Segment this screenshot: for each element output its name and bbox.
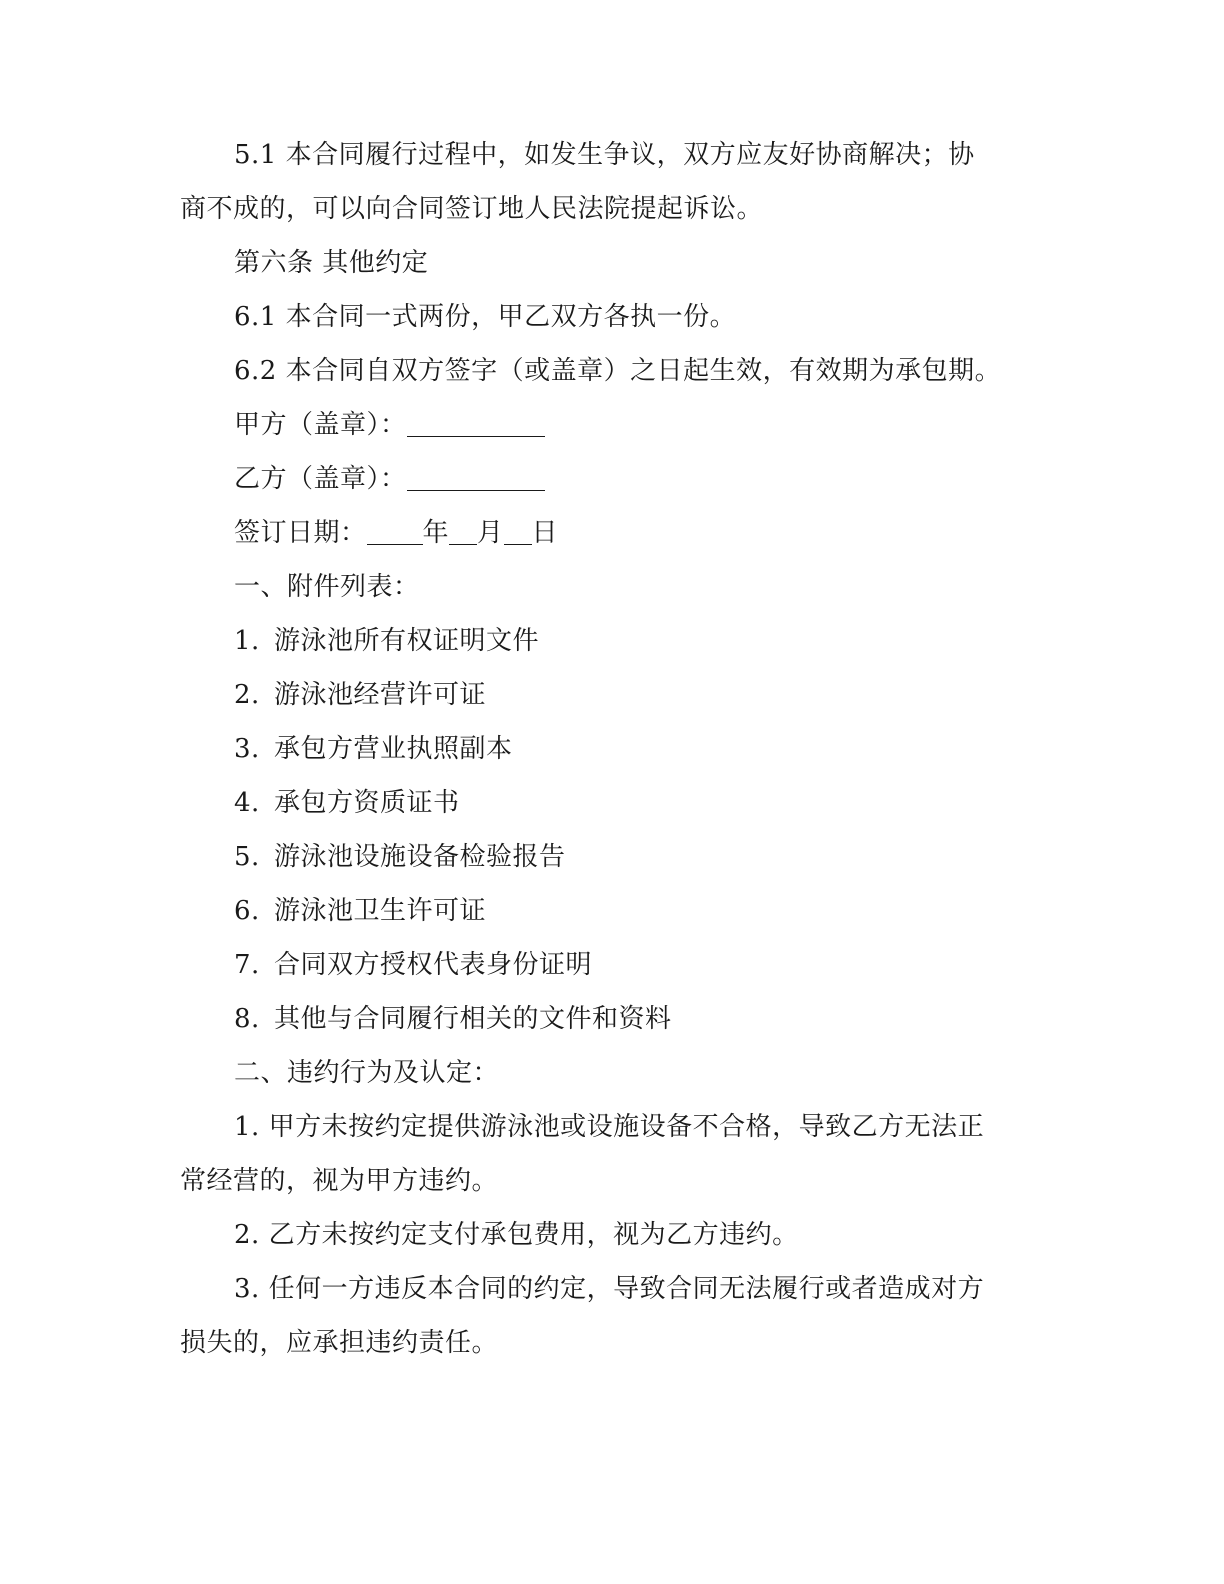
list-item-text: 合同双方授权代表身份证明 xyxy=(274,950,593,980)
list-item xyxy=(180,830,1040,884)
list-item-text: 承包方资质证书 xyxy=(274,788,460,818)
party-b-signature-line xyxy=(407,464,545,491)
clause-6-2: 6.2 本合同自双方签字（或盖章）之日起生效，有效期为承包期。 xyxy=(234,356,1002,386)
month-label: 月 xyxy=(477,518,504,548)
list-item xyxy=(180,884,1040,938)
date-label: 签订日期： xyxy=(234,518,367,548)
list-item-number: 4. xyxy=(234,788,260,818)
list-item-text: 游泳池经营许可证 xyxy=(274,680,487,710)
list-item-number: 3. xyxy=(234,734,260,764)
signing-date xyxy=(180,506,1040,560)
list-item-number: 6. xyxy=(234,896,260,926)
year-blank xyxy=(367,518,423,545)
list-item xyxy=(180,938,1040,992)
party-b-signature xyxy=(180,452,1040,506)
list-item xyxy=(180,992,1040,1046)
list-item-text: 承包方营业执照副本 xyxy=(274,734,513,764)
document-page xyxy=(180,128,1040,1370)
breach-item-1-line1: 1. 甲方未按约定提供游泳池或设施设备不合格，导致乙方无法正 xyxy=(234,1112,985,1142)
clause-5-1-line1: 5.1 本合同履行过程中，如发生争议，双方应友好协商解决；协 xyxy=(234,140,975,170)
list-item-text: 游泳池所有权证明文件 xyxy=(274,626,540,656)
list-item xyxy=(180,614,1040,668)
breach-item-3-line2: 损失的，应承担违约责任。 xyxy=(180,1328,499,1358)
party-a-signature-line xyxy=(407,410,545,437)
attachments-heading: 一、附件列表： xyxy=(234,572,420,602)
breach-item-2: 2. 乙方未按约定支付承包费用，视为乙方违约。 xyxy=(234,1220,799,1250)
list-item-number: 5. xyxy=(234,842,260,872)
article-6-heading: 第六条 其他约定 xyxy=(234,248,429,278)
month-blank xyxy=(449,518,477,545)
party-b-label: 乙方（盖章）： xyxy=(234,464,407,494)
day-blank xyxy=(504,518,532,545)
clause-6-1: 6.1 本合同一式两份，甲乙双方各执一份。 xyxy=(234,302,737,332)
list-item xyxy=(180,776,1040,830)
list-item-text: 游泳池设施设备检验报告 xyxy=(274,842,566,872)
clause-5-1-line2: 商不成的，可以向合同签订地人民法院提起诉讼。 xyxy=(180,194,764,224)
list-item-number: 1. xyxy=(234,626,260,656)
list-item-text: 其他与合同履行相关的文件和资料 xyxy=(274,1004,672,1034)
year-label: 年 xyxy=(422,518,450,548)
breach-item-3-line1: 3. 任何一方违反本合同的约定，导致合同无法履行或者造成对方 xyxy=(234,1274,985,1304)
list-item-number: 8. xyxy=(234,1004,260,1034)
breach-item-1-line2: 常经营的，视为甲方违约。 xyxy=(180,1166,499,1196)
list-item-number: 7. xyxy=(234,950,260,980)
list-item-text: 游泳池卫生许可证 xyxy=(274,896,487,926)
list-item xyxy=(180,722,1040,776)
breach-heading: 二、违约行为及认定： xyxy=(234,1058,500,1088)
party-a-signature xyxy=(180,398,1040,452)
party-a-label: 甲方（盖章）： xyxy=(234,410,407,440)
day-label: 日 xyxy=(531,518,559,548)
list-item-number: 2. xyxy=(234,680,260,710)
list-item xyxy=(180,668,1040,722)
